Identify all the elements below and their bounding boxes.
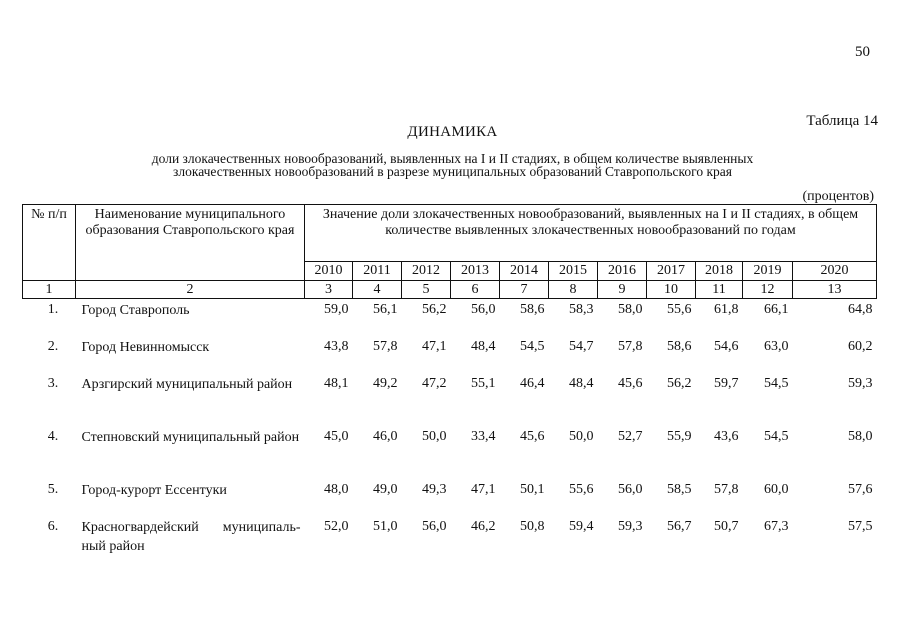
value-cell: 45,6 bbox=[520, 429, 545, 444]
column-number: 6 bbox=[451, 281, 500, 299]
value-cell: 47,2 bbox=[422, 376, 447, 391]
value-cell: 67,3 bbox=[764, 519, 789, 534]
column-number: 10 bbox=[647, 281, 696, 299]
header-year: 2020 bbox=[793, 262, 877, 281]
value-cell: 52,7 bbox=[618, 429, 643, 444]
value-cell: 48,1 bbox=[324, 376, 349, 391]
value-cell: 47,1 bbox=[471, 482, 496, 497]
header-number: № п/п bbox=[23, 205, 76, 281]
units-label: (процентов) bbox=[802, 189, 874, 204]
value-cell: 63,0 bbox=[764, 339, 789, 354]
subtitle-line-2: злокачественных новообразований в разрезе муниципальных образований Ставропольского края bbox=[173, 164, 732, 179]
value-cell: 57,8 bbox=[618, 339, 643, 354]
value-cell: 58,5 bbox=[667, 482, 692, 497]
column-number: 13 bbox=[793, 281, 877, 299]
value-cell: 43,6 bbox=[714, 429, 739, 444]
value-cell: 48,4 bbox=[569, 376, 594, 391]
value-cell: 57,8 bbox=[714, 482, 739, 497]
header-year: 2016 bbox=[598, 262, 647, 281]
document-title: ДИНАМИКА bbox=[407, 124, 498, 140]
value-cell: 43,8 bbox=[324, 339, 349, 354]
value-cell: 56,0 bbox=[422, 519, 447, 534]
value-cell: 46,4 bbox=[520, 376, 545, 391]
header-values: Значение доли злокачественных новообразований, выявленных на I и II стадиях, в общем количестве выявленных злокачественных новообразований по годам bbox=[305, 205, 877, 262]
column-number: 8 bbox=[549, 281, 598, 299]
column-number: 5 bbox=[402, 281, 451, 299]
row-number: 1. bbox=[47, 302, 59, 317]
table-row bbox=[23, 338, 877, 375]
column-number: 7 bbox=[500, 281, 549, 299]
header-year: 2012 bbox=[402, 262, 451, 281]
table-body bbox=[23, 299, 877, 557]
table-row bbox=[23, 299, 877, 339]
value-cell: 59,0 bbox=[324, 302, 349, 317]
value-cell: 46,0 bbox=[373, 429, 398, 444]
value-cell: 55,6 bbox=[569, 482, 594, 497]
municipality-name: Красногвардейский муниципаль-ный район bbox=[81, 520, 301, 554]
header-year: 2019 bbox=[743, 262, 793, 281]
column-number: 9 bbox=[598, 281, 647, 299]
value-cell: 57,6 bbox=[848, 482, 873, 497]
value-cell: 58,3 bbox=[569, 302, 594, 317]
header-year: 2011 bbox=[353, 262, 402, 281]
value-cell: 56,0 bbox=[471, 302, 496, 317]
column-number: 4 bbox=[353, 281, 402, 299]
value-cell: 59,4 bbox=[569, 519, 594, 534]
value-cell: 56,0 bbox=[618, 482, 643, 497]
header-year: 2015 bbox=[549, 262, 598, 281]
column-number: 11 bbox=[696, 281, 743, 299]
value-cell: 50,0 bbox=[569, 429, 594, 444]
value-cell: 49,3 bbox=[422, 482, 447, 497]
value-cell: 54,5 bbox=[520, 339, 545, 354]
column-number: 2 bbox=[76, 281, 305, 299]
value-cell: 50,7 bbox=[714, 519, 739, 534]
value-cell: 54,7 bbox=[569, 339, 594, 354]
value-cell: 46,2 bbox=[471, 519, 496, 534]
value-cell: 58,6 bbox=[520, 302, 545, 317]
value-cell: 59,3 bbox=[848, 376, 873, 391]
value-cell: 54,6 bbox=[714, 339, 739, 354]
value-cell: 33,4 bbox=[471, 429, 496, 444]
value-cell: 58,0 bbox=[848, 429, 873, 444]
header-year: 2013 bbox=[451, 262, 500, 281]
table-row bbox=[23, 428, 877, 481]
value-cell: 56,7 bbox=[667, 519, 692, 534]
municipality-name: Степновский муниципальный район bbox=[81, 430, 300, 445]
row-number: 2. bbox=[47, 339, 59, 354]
header-year: 2018 bbox=[696, 262, 743, 281]
table-row bbox=[23, 375, 877, 428]
value-cell: 45,6 bbox=[618, 376, 643, 391]
value-cell: 54,5 bbox=[764, 429, 789, 444]
value-cell: 50,0 bbox=[422, 429, 447, 444]
row-number: 3. bbox=[47, 376, 59, 391]
value-cell: 52,0 bbox=[324, 519, 349, 534]
value-cell: 57,8 bbox=[373, 339, 398, 354]
value-cell: 51,0 bbox=[373, 519, 398, 534]
column-numbers-row bbox=[23, 281, 877, 299]
value-cell: 57,5 bbox=[848, 519, 873, 534]
value-cell: 48,4 bbox=[471, 339, 496, 354]
value-cell: 56,1 bbox=[373, 302, 398, 317]
value-cell: 60,2 bbox=[848, 339, 873, 354]
header-year: 2014 bbox=[500, 262, 549, 281]
header-year: 2017 bbox=[647, 262, 696, 281]
header-name: Наименование муниципального образования Ставропольского края bbox=[76, 205, 305, 281]
value-cell: 50,8 bbox=[520, 519, 545, 534]
column-number: 12 bbox=[743, 281, 793, 299]
page-number: 50 bbox=[855, 44, 870, 60]
value-cell: 59,3 bbox=[618, 519, 643, 534]
row-number: 6. bbox=[47, 519, 59, 534]
municipality-name: Город-курорт Ессентуки bbox=[81, 483, 227, 498]
value-cell: 47,1 bbox=[422, 339, 447, 354]
value-cell: 49,0 bbox=[373, 482, 398, 497]
table-row bbox=[23, 481, 877, 518]
row-number: 4. bbox=[47, 429, 59, 444]
value-cell: 61,8 bbox=[714, 302, 739, 317]
table-label: Таблица 14 bbox=[806, 113, 878, 129]
value-cell: 49,2 bbox=[373, 376, 398, 391]
value-cell: 58,0 bbox=[618, 302, 643, 317]
value-cell: 55,6 bbox=[667, 302, 692, 317]
value-cell: 59,7 bbox=[714, 376, 739, 391]
value-cell: 55,9 bbox=[667, 429, 692, 444]
column-number: 3 bbox=[305, 281, 353, 299]
value-cell: 58,6 bbox=[667, 339, 692, 354]
table-row bbox=[23, 518, 877, 556]
value-cell: 56,2 bbox=[667, 376, 692, 391]
header-year: 2010 bbox=[305, 262, 353, 281]
value-cell: 55,1 bbox=[471, 376, 496, 391]
value-cell: 60,0 bbox=[764, 482, 789, 497]
row-number: 5. bbox=[47, 482, 59, 497]
subtitle-line-1: доли злокачественных новообразований, выявленных на I и II стадиях, в общем количестве выявленных bbox=[151, 151, 754, 166]
value-cell: 50,1 bbox=[520, 482, 545, 497]
column-number: 1 bbox=[23, 281, 76, 299]
municipality-name: Арзгирский муниципальный район bbox=[81, 377, 293, 392]
data-table bbox=[22, 204, 877, 556]
value-cell: 56,2 bbox=[422, 302, 447, 317]
value-cell: 45,0 bbox=[324, 429, 349, 444]
value-cell: 54,5 bbox=[764, 376, 789, 391]
municipality-name: Город Невинномысск bbox=[81, 340, 210, 355]
value-cell: 66,1 bbox=[764, 302, 789, 317]
municipality-name: Город Ставрополь bbox=[81, 303, 190, 318]
value-cell: 48,0 bbox=[324, 482, 349, 497]
value-cell: 64,8 bbox=[848, 302, 873, 317]
